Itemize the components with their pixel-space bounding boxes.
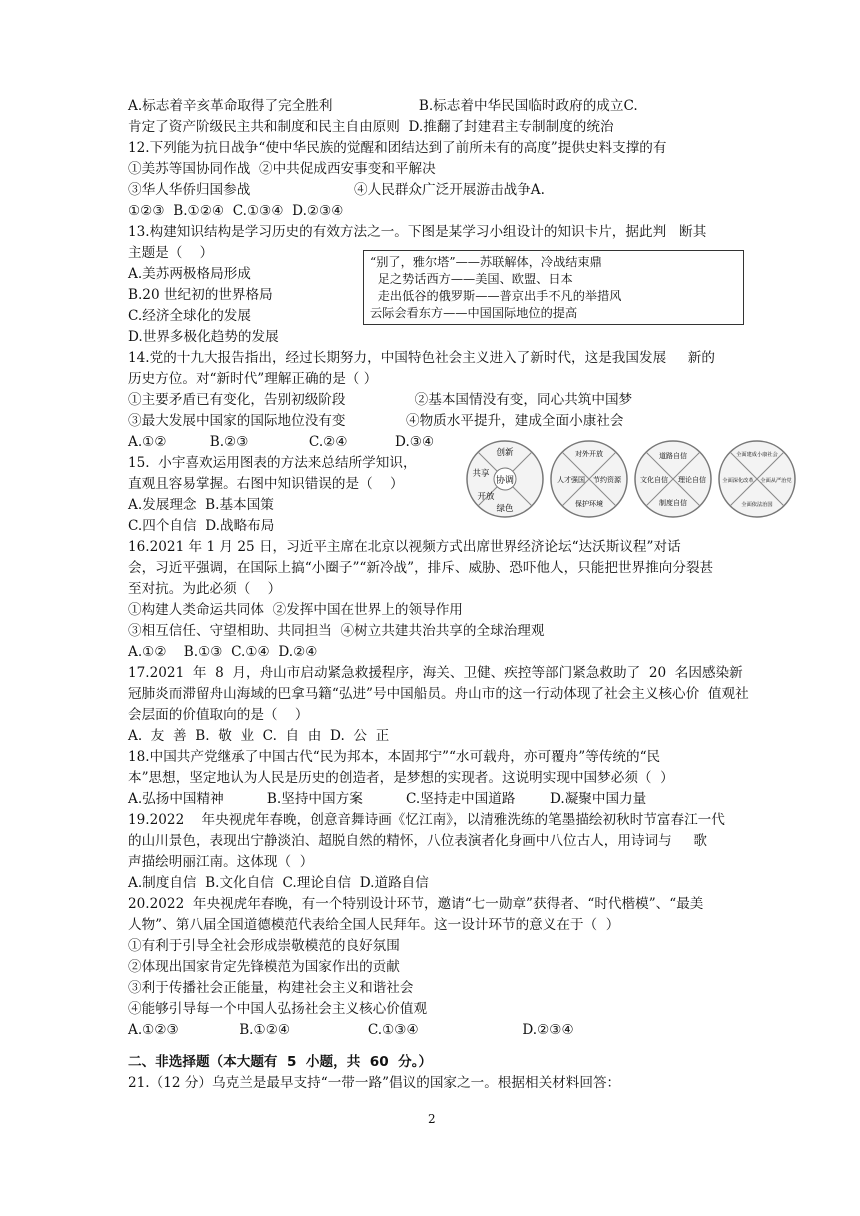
q20-item-2: ②体现出国家肯定先锋模范为国家作出的贡献 [128,959,400,975]
q16-options: A.①② B.①③ C.①④ D.②④ [128,644,318,660]
wheel3-item: 道路自信 [659,452,687,460]
q14-stem-2: 历史方位。对“新时代”理解正确的是（ ） [128,371,378,387]
q13-stem: 13.构建知识结构是学习历史的有效方法之一。下图是某学习小组设计的知识卡片，据此判 断其 [128,224,707,240]
q14-item-2: ③最大发展中国家的国际地位没有变 ④物质水平提升，建成全面小康社会 [128,413,624,429]
q12-stem: 12.下列能为抗日战争“使中华民族的觉醒和团结达到了前所未有的高度”提供史料支撑的有 [128,140,667,156]
q20-options: A.①②③ B.①②④ C.①③④ D.②③④ [128,1022,574,1038]
q17-stem-2: 冠肺炎而滞留舟山海域的巴拿马籍“弘进”号中国船员。舟山市的这一行动体现了社会主义核心价 值观社 [128,686,749,702]
section-heading-nonchoice: 二、非选择题（本大题有 5 小题，共 60 分。） [128,1054,433,1070]
q14-item-1: ①主要矛盾已有变化，告别初级阶段 ②基本国情没有变，同心共筑中国梦 [128,392,633,408]
q12-item-1: ①美苏等国协同作战 ②中共促成西安事变和平解决 [128,161,436,177]
q15-options-1: A.发展理念 B.基本国策 [128,497,274,513]
q13-option-d: D.世界多极化趋势的发展 [128,329,279,345]
wheel2-item: 保护环境 [575,500,603,508]
q20-stem-2: 人物”、第八届全国道德模范代表给全国人民拜年。这一设计环节的意义在于（ ） [128,917,620,933]
q11-options-line-2: 肯定了资产阶级民主共和制度和民主自由原则 D.推翻了封建君主专制制度的统治 [128,119,614,135]
q16-item-2: ③相互信任、守望相助、共同担当 ④树立共建共治共享的全球治理观 [128,623,545,639]
wheel1-item: 共享 [472,469,490,479]
card-line-3: 走出低谷的俄罗斯——普京出手不凡的举措风 [370,289,622,303]
q14-stem: 14.党的十九大报告指出，经过长期努力，中国特色社会主义进入了新时代，这是我国发展 新的 [128,350,715,366]
q21-stem: 21.（12 分）乌克兰是最早支持“一带一路”倡议的国家之一。根据相关材料回答： [128,1075,621,1091]
q19-stem: 19.2022 年央视虎年春晚，创意音舞诗画《忆江南》，以清雅洗练的笔墨描绘初秋时节富春江一代 [128,812,725,828]
wheel2-item: 节约资源 [593,476,621,484]
q13-option-c: C.经济全球化的发展 [128,308,251,324]
q15-options-2: C.四个自信 D.战略布局 [128,518,275,534]
q12-options: ①②③ B.①②④ C.①③④ D.②③④ [128,203,344,219]
q13-option-a: A.美苏两极格局形成 [128,266,251,282]
q16-item-1: ①构建人类命运共同体 ②发挥中国在世界上的领导作用 [128,602,463,618]
q17-options: A. 友 善 B. 敬 业 C. 自 由 D. 公 正 [128,728,390,744]
wheel3-item: 文化自信 [640,476,668,484]
q12-item-2: ③华人华侨归国参战 ④人民群众广泛开展游击战争A. [128,182,545,198]
q19-stem-2: 的山川景色，表现出宁静淡泊、超脱自然的精怀，八位表演者化身画中八位古人，用诗词与 歌 [128,833,707,849]
q19-options: A.制度自信 B.文化自信 C.理论自信 D.道路自信 [128,875,429,891]
wheel4-item: 全面依法治国 [741,502,773,508]
wheel4-item: 全面建成小康社会 [736,452,778,458]
wheel4-item: 全面从严治党 [760,478,792,484]
wheel3-item: 理论自信 [678,476,706,484]
q16-stem-2: 会，习近平强调，在国际上搞“小圈子”“新冷战”，排斥、威胁、恐吓他人，只能把世界推向分裂甚 [128,560,714,576]
wheel2-item: 对外开放 [575,450,603,458]
wheel-strategic-layout [716,438,798,520]
q16-stem: 16.2021 年 1 月 25 日，习近平主席在北京以视频方式出席世界经济论坛“达沃斯议程”对话 [128,539,681,555]
q20-stem: 20.2022 年央视虎年春晚，有一个特别设计环节，邀请“七一勋章”获得者、“时代楷模”、“最美 [128,896,704,912]
q20-item-4: ④能够引导每一个中国人弘扬社会主义核心价值观 [128,1001,428,1017]
wheel1-item: 创新 [496,448,514,458]
wheel-development-concepts [464,438,546,520]
q11-options-line-1: A.标志着辛亥革命取得了完全胜利 B.标志着中华民国临时政府的成立C. [128,98,638,114]
wheel-four-confidences [632,438,714,520]
q20-item-1: ①有利于引导全社会形成崇敬模范的良好氛围 [128,938,400,954]
wheel1-item: 绿色 [496,504,514,514]
q18-options: A.弘扬中国精神 B.坚持中国方案 C.坚持走中国道路 D.凝聚中国力量 [128,791,647,807]
wheel2-item: 人才强国 [557,476,585,484]
wheel4-item: 全面深化改革 [722,478,754,484]
q15-stem: 15. 小宇喜欢运用图表的方法来总结所学知识， [128,455,417,471]
wheel1-center: 协调 [495,476,515,486]
q17-stem-3: 会层面的价值取向的是（ ） [128,707,309,723]
q17-stem: 17.2021 年 8 月，舟山市启动紧急救援程序，海关、卫健、疾控等部门紧急救助了 20 名因感染新 [128,665,743,681]
wheel-basic-policies [548,438,630,520]
q20-item-3: ③利于传播社会正能量，构建社会主义和谐社会 [128,980,414,996]
q15-stem-2: 直观且容易掌握。右图中知识错误的是（ ） [128,476,404,492]
card-line-1: “别了，雅尔塔”——苏联解体，冷战结束鼎 [370,255,602,269]
wheel1-item: 开放 [477,492,495,502]
q13-option-b: B.20 世纪初的世界格局 [128,287,273,303]
q13-stem-2: 主题是（ ） [128,245,214,261]
q19-stem-3: 声描绘明丽江南。这体现（ ） [128,854,314,870]
wheel3-item: 制度自信 [659,499,687,507]
q14-options: A.①② B.②③ C.②④ D.③④ [128,434,435,450]
q18-stem-2: 本”思想，坚定地认为人民是历史的创造者，是梦想的实现者。这说明实现中国梦必须（ ） [128,770,674,786]
page-number: 2 [428,1112,436,1126]
knowledge-card [363,250,744,325]
q18-stem: 18.中国共产党继承了中国古代“民为邦本，本固邦宁”“水可载舟，亦可覆舟”等传统的“民 [128,749,661,765]
card-line-4: 云际会看东方——中国国际地位的提高 [370,306,578,320]
card-line-2: 足之势话西方——美国、欧盟、日本 [370,272,573,286]
q16-stem-3: 至对抗。为此必须（ ） [128,581,282,597]
